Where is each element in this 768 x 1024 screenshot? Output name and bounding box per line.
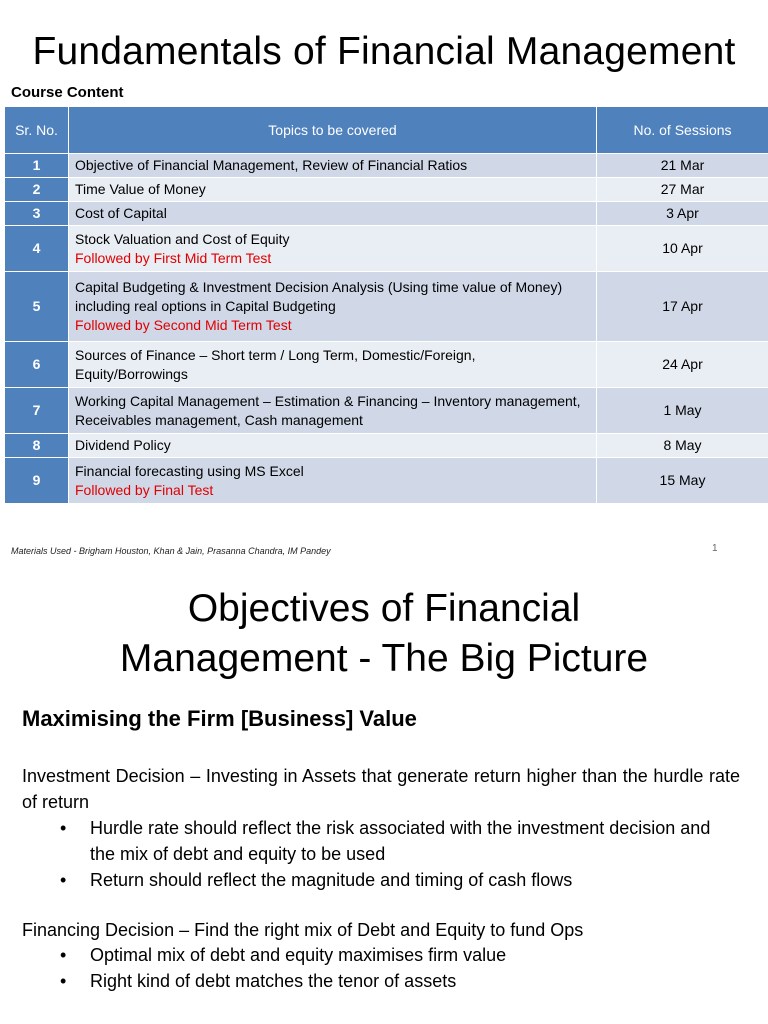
topic-text: Working Capital Management – Estimation & Financing – Inventory management, Receivables management, Cash management bbox=[75, 392, 581, 428]
bullet-icon: • bbox=[60, 818, 67, 838]
subheading: Maximising the Firm [Business] Value bbox=[22, 706, 417, 731]
bullet-icon: • bbox=[60, 945, 67, 965]
topic-text: Sources of Finance – Short term / Long Term, Domestic/Foreign, Equity/Borrowings bbox=[75, 346, 476, 382]
title-line: Management - The Big Picture bbox=[119, 637, 649, 680]
table-row bbox=[5, 202, 768, 226]
table-row bbox=[5, 342, 768, 388]
slide-title: Fundamentals of Financial Management bbox=[32, 30, 736, 73]
materials-footnote: Materials Used - Brigham Houston, Khan & Jain, Prasanna Chandra, IM Pandey bbox=[11, 546, 331, 556]
session-date: 10 Apr bbox=[597, 226, 768, 272]
table-row bbox=[5, 154, 768, 178]
table-header-row bbox=[5, 107, 768, 154]
topic-text: Dividend Policy bbox=[75, 437, 171, 453]
topic-text: Time Value of Money bbox=[75, 181, 206, 197]
topic-text: Financial forecasting using MS Excel bbox=[75, 462, 304, 479]
course-table bbox=[4, 106, 768, 504]
topic bbox=[69, 154, 597, 178]
slide-title-objectives bbox=[0, 584, 768, 684]
topic-text: Objective of Financial Management, Review of Financial Ratios bbox=[75, 157, 468, 173]
session-date: 8 May bbox=[597, 434, 768, 458]
investment-bullet-list bbox=[22, 815, 740, 893]
sr-no: 5 bbox=[5, 272, 69, 342]
topic bbox=[69, 434, 597, 458]
session-date: 24 Apr bbox=[597, 342, 768, 388]
header-sr-no: Sr. No. bbox=[5, 107, 69, 154]
topic bbox=[69, 272, 597, 342]
course-content-label: Course Content bbox=[11, 84, 124, 101]
bullet-text: Optimal mix of debt and equity maximises firm value bbox=[90, 945, 507, 965]
session-date: 3 Apr bbox=[597, 202, 768, 226]
bullet-text: Return should reflect the magnitude and timing of cash flows bbox=[90, 870, 573, 890]
investment-decision-text: Investment Decision – Investing in Assets that generate return higher than the hurdle rate of return bbox=[22, 766, 740, 812]
test-note: Followed by First Mid Term Test bbox=[75, 249, 272, 266]
test-note: Followed by Final Test bbox=[75, 481, 214, 498]
sr-no: 7 bbox=[5, 388, 69, 434]
header-topics: Topics to be covered bbox=[69, 107, 597, 154]
table-row bbox=[5, 272, 768, 342]
bullet-icon: • bbox=[60, 971, 67, 991]
session-date: 27 Mar bbox=[597, 178, 768, 202]
bullet-icon: • bbox=[60, 870, 67, 890]
sr-no: 8 bbox=[5, 434, 69, 458]
topic bbox=[69, 342, 597, 388]
topic bbox=[69, 458, 597, 504]
session-date: 15 May bbox=[597, 458, 768, 504]
list-item bbox=[22, 867, 740, 893]
topic bbox=[69, 388, 597, 434]
title-line: Objectives of Financial bbox=[187, 587, 581, 630]
table-row bbox=[5, 388, 768, 434]
sr-no: 3 bbox=[5, 202, 69, 226]
topic-text: Capital Budgeting & Investment Decision Analysis (Using time value of Money) including real options in Capital Budgeting bbox=[75, 279, 563, 314]
table-row bbox=[5, 178, 768, 202]
header-sessions: No. of Sessions bbox=[597, 107, 768, 154]
topic bbox=[69, 178, 597, 202]
topic-text: Stock Valuation and Cost of Equity bbox=[75, 230, 290, 247]
page-number: 1 bbox=[712, 543, 718, 554]
sr-no: 6 bbox=[5, 342, 69, 388]
list-item bbox=[22, 942, 740, 968]
topic-text: Cost of Capital bbox=[75, 205, 167, 221]
bullet-text: Right kind of debt matches the tenor of assets bbox=[90, 971, 457, 991]
financing-bullet-list bbox=[22, 942, 740, 994]
table-row bbox=[5, 458, 768, 504]
test-note: Followed by Second Mid Term Test bbox=[75, 317, 292, 333]
financing-decision-text: Financing Decision – Find the right mix of Debt and Equity to fund Ops bbox=[22, 920, 584, 940]
list-item bbox=[22, 815, 740, 867]
sr-no: 4 bbox=[5, 226, 69, 272]
session-date: 17 Apr bbox=[597, 272, 768, 342]
topic bbox=[69, 202, 597, 226]
bullet-text: Hurdle rate should reflect the risk associated with the investment decision and the mix of debt and equity to be used bbox=[90, 818, 711, 864]
sr-no: 9 bbox=[5, 458, 69, 504]
table-row bbox=[5, 226, 768, 272]
table-row bbox=[5, 434, 768, 458]
sr-no: 1 bbox=[5, 154, 69, 178]
list-item bbox=[22, 968, 740, 994]
session-date: 1 May bbox=[597, 388, 768, 434]
topic bbox=[69, 226, 597, 272]
sr-no: 2 bbox=[5, 178, 69, 202]
session-date: 21 Mar bbox=[597, 154, 768, 178]
